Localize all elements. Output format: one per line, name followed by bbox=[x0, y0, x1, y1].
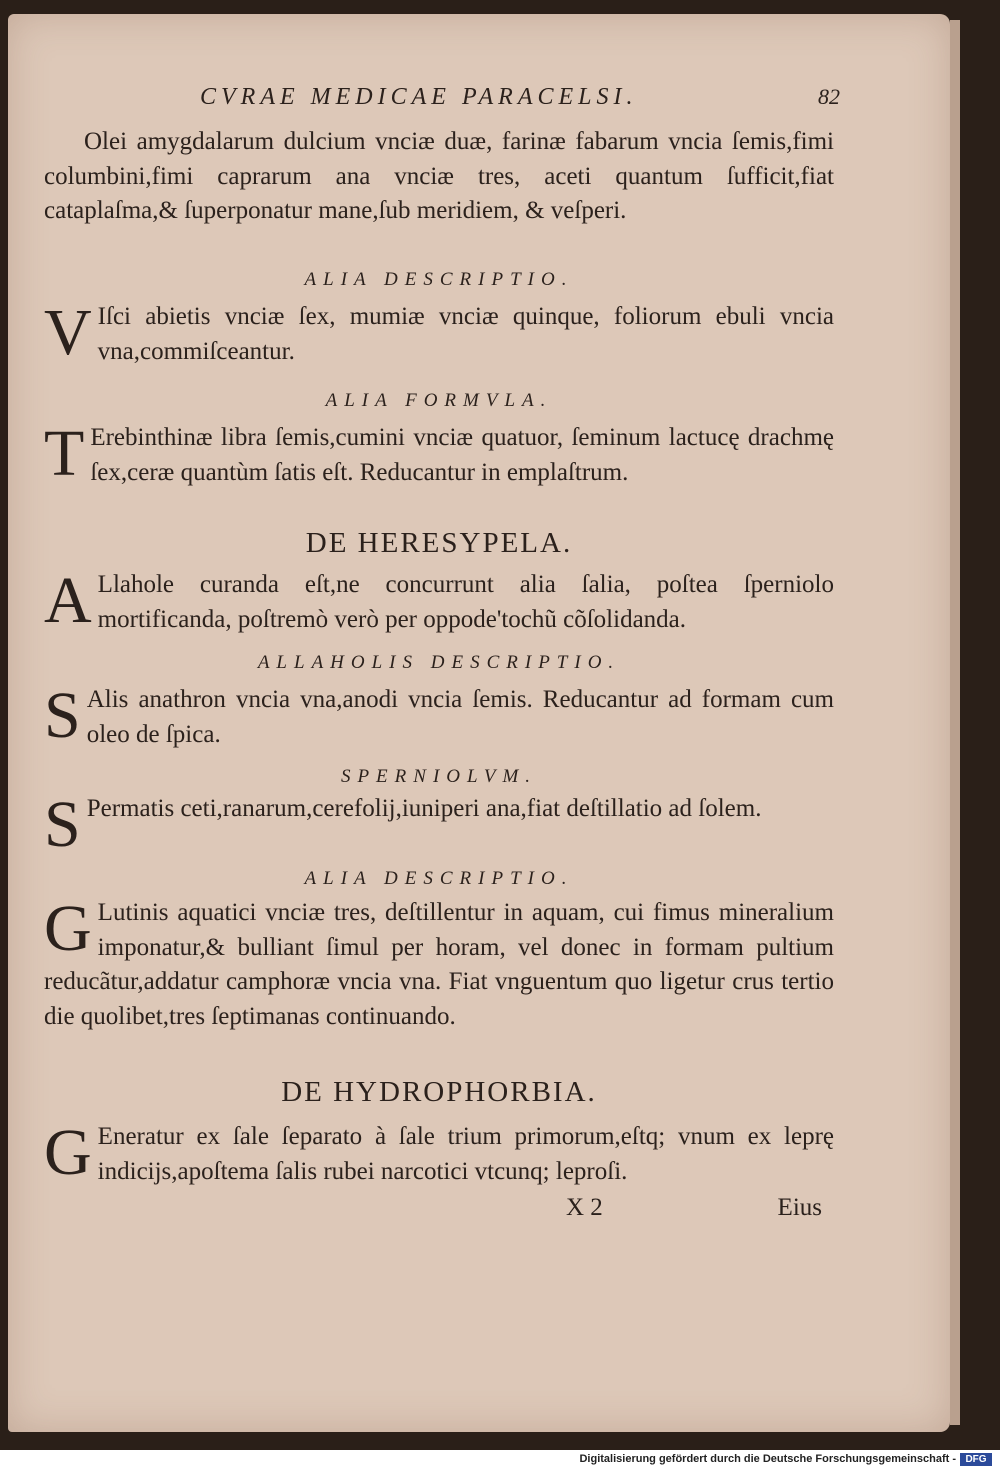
page-edge bbox=[950, 20, 960, 1425]
subhead-text: SPERNIOLVM. bbox=[340, 766, 538, 787]
section-heading-heresypela bbox=[44, 521, 834, 565]
subhead-alia-formula bbox=[44, 384, 834, 418]
section-heading-text: DE HERESYPELA. bbox=[305, 527, 573, 559]
drop-cap: A bbox=[44, 564, 92, 637]
paragraph-text: Permatis ceti,ranarum,cerefolij,iuniperi ana,fiat deſtillatio ad ſolem. bbox=[86, 795, 762, 822]
subhead-text: ALIA DESCRIPTIO. bbox=[304, 269, 574, 290]
subhead-text: ALLAHOLIS DESCRIPTIO. bbox=[257, 652, 621, 673]
footer-bar bbox=[0, 1450, 1000, 1470]
paragraph-7 bbox=[44, 892, 834, 1034]
funding-credit: Digitalisierung gefördert durch die Deutsche Forschungsgemeinschaft - bbox=[579, 1453, 956, 1465]
paragraph-text: Alis anathron vncia vna,anodi vncia ſemis. Reducantur ad formam cum oleo de ſpica. bbox=[86, 686, 834, 748]
subhead-allaholis bbox=[44, 646, 834, 680]
drop-cap: V bbox=[44, 296, 92, 369]
drop-cap: S bbox=[44, 679, 81, 752]
paragraph-1 bbox=[44, 125, 834, 229]
paragraph-3 bbox=[44, 417, 834, 490]
paragraph-5 bbox=[44, 679, 834, 752]
catchline bbox=[44, 1194, 834, 1228]
subhead-alia-descriptio-2 bbox=[44, 862, 834, 896]
paragraph-text: Iſci abietis vnciæ ſex, mumiæ vnciæ quinque, foliorum ebuli vncia vna,commiſceantur. bbox=[97, 303, 834, 365]
section-heading-hydrophorbia bbox=[44, 1070, 834, 1114]
drop-cap: G bbox=[44, 892, 92, 965]
section-heading-text: DE HYDROPHORBIA. bbox=[281, 1076, 597, 1108]
paragraph-4 bbox=[44, 564, 834, 637]
paragraph-6 bbox=[44, 788, 834, 861]
running-title: CVRAE MEDICAE PARACELSI. bbox=[200, 84, 638, 110]
subhead-sperniolum bbox=[44, 760, 834, 794]
catchword: Eius bbox=[777, 1194, 822, 1221]
paragraph-text: Eneratur ex ſale ſeparato à ſale trium primorum,eſtq; vnum ex leprę indicijs,apoſtema ſalis rubei narcotici vtcunq; leproſi. bbox=[97, 1123, 834, 1185]
subhead-alia-descriptio-1 bbox=[44, 263, 834, 297]
drop-cap: T bbox=[44, 417, 85, 490]
drop-cap: G bbox=[44, 1116, 92, 1189]
dfg-logo: DFG bbox=[960, 1453, 992, 1466]
paragraph-text: Lutinis aquatici vnciæ tres, deſtillentur in aquam, cui fimus mineralium imponatur,& bulliant ſimul per horam, vel donec in formam pultium reducãtur,addatur camphoræ vncia vna. Fiat vnguentum quo ligetur crus tertio die quolibet,tres ſeptimanas continuando. bbox=[44, 899, 834, 1030]
paragraph-8 bbox=[44, 1116, 834, 1189]
drop-cap: S bbox=[44, 788, 81, 861]
folio-number: 82 bbox=[818, 84, 840, 109]
subhead-text: ALIA FORMVLA. bbox=[325, 390, 553, 411]
paragraph-text: Llahole curanda eſt,ne concurrunt alia ſalia, poſtea ſperniolo mortificanda, poſtremò verò per oppode'tochũ cõſolidanda. bbox=[97, 571, 834, 633]
paragraph-text: Olei amygdalarum dulcium vnciæ duæ, farinæ fabarum vncia ſemis,fimi columbini,fimi caprarum ana vnciæ tres, aceti quantum ſufficit,fiat cataplaſma,& ſuperponatur mane,ſub meridiem, & veſperi. bbox=[44, 128, 834, 224]
running-head bbox=[200, 84, 840, 118]
paragraph-text: Erebinthinæ libra ſemis,cumini vnciæ quatuor, ſeminum lactucę drachmę ſex,ceræ quantùm ſatis eſt. Reducantur in emplaſtrum. bbox=[90, 424, 834, 486]
subhead-text: ALIA DESCRIPTIO. bbox=[304, 868, 574, 889]
paragraph-2 bbox=[44, 296, 834, 369]
signature-mark: X 2 bbox=[566, 1194, 603, 1221]
